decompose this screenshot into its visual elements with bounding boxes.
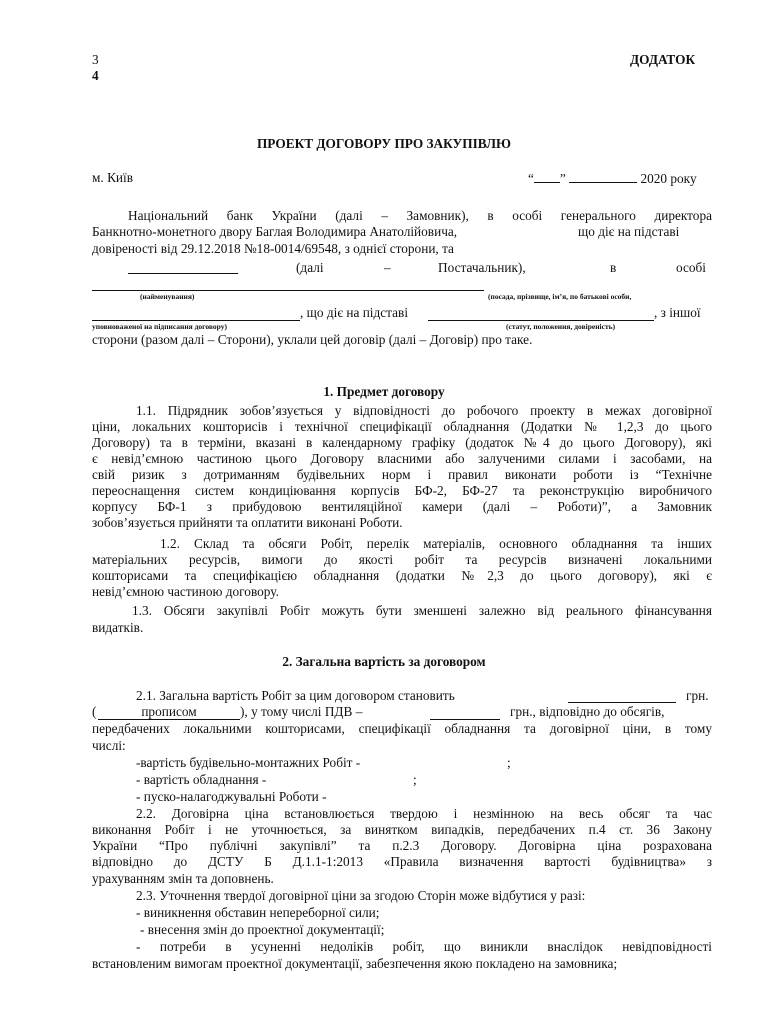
p12-line-1: 1.2. Склад та обсяги Робіт, перелік матеріалів, основного обладнання та інших	[160, 536, 712, 551]
note-name: (найменування)	[140, 292, 195, 301]
p23-last-line-2: встановленим вимогам проектної документації, забезпечення якою покладено на замовника;	[92, 956, 618, 971]
p11-line-1: 1.1. Підрядник зобов’язується у відповідності до робочого проекту в межах договірної	[136, 403, 712, 418]
p12-line-2: матеріальних ресурсів, вимоги до якості робіт та ресурсів визначені локальними	[92, 552, 712, 567]
p11-line-4: є невід’ємною частиною цього Договору власними або залученими силами і засобами, на	[92, 451, 712, 466]
parties-line-2: Банкнотно-монетного двору Баглая Володимира Анатолійовича,	[92, 224, 458, 239]
supplier-name-blank[interactable]	[128, 273, 238, 274]
total-amount-blank[interactable]	[568, 702, 676, 703]
p23-last-line-1: - потреби в усуненні недоліків робіт, що виникли внаслідок невідповідності	[136, 939, 712, 954]
parties-line-4-v: в	[610, 260, 617, 275]
date-open-quote: “	[528, 171, 534, 186]
parties-line-7: сторони (разом далі – Сторони), уклали цей договір (далі – Договір) про таке.	[92, 332, 533, 347]
page-number-bottom: 4	[92, 68, 99, 83]
page-title: ПРОЕКТ ДОГОВОРУ ПРО ЗАКУПІВЛЮ	[256, 136, 512, 151]
p12-line-4: невід’ємною частиною договору.	[92, 584, 279, 599]
p21-text-b: ), у тому числі ПДВ –	[240, 704, 363, 719]
p22-line-2: виконання Робіт і не уточнюється, за винятком випадків, передбачених п.4 ст. 36 Закону	[92, 822, 712, 837]
vat-amount-blank[interactable]	[430, 719, 500, 720]
p13-line-1: 1.3. Обсяги закупівлі Робіт можуть бути зменшені залежно від реального фінансування	[132, 603, 712, 618]
parties-line-1: Національний банк України (далі – Замовник), в особі генерального директора	[128, 208, 712, 223]
p22-line-3: України “Про публічні закупівлі” та п.2.3 Договору. Договірна ціна розрахована	[92, 838, 712, 853]
note-position: (посада, прізвище, ім’я, по батькові особи,	[488, 292, 632, 301]
p11-line-5: свій ризик з дотриманням будівельних норм і правил виконати роботи із “Технічне	[92, 467, 712, 482]
p21-line-2: передбачених локальними кошторисами, специфікації обладнання та договірної ціни, в тому	[92, 721, 712, 736]
p11-line-2: ціни, локальних кошторисів і технічної специфікації обладнання (Додатки № 1,2,3 до цього	[92, 419, 712, 434]
date-year: 2020 року	[640, 171, 697, 186]
p11-line-3: Договору) та в терміни, вказані в календарному графіку (додаток №4 до цього Договору), які	[92, 435, 712, 450]
cost-construction-end: ;	[507, 755, 511, 770]
parties-line-4-mid: (далі	[296, 260, 324, 275]
parties-line-2-end: що діє на підставі	[578, 224, 680, 239]
parties-line-4-dash: –	[384, 260, 391, 275]
p23-item-force-majeure: - виникнення обставин непереборної сили;	[136, 905, 380, 920]
p21-open-paren: (	[92, 704, 97, 719]
parties-line-4-supplier: Постачальник),	[438, 260, 526, 275]
cost-construction: -вартість будівельно-монтажних Робіт -	[136, 755, 361, 770]
parties-line-3: довіреності від 29.12.2018 №18-0014/69548, з однієї сторони, та	[92, 241, 454, 256]
parties-line-4-osobi: особі	[676, 260, 706, 275]
p12-line-3: кошторисами та специфікацією обладнання (додатки №2,3 до цього договору), які є	[92, 568, 712, 583]
p21-text-c: грн., відповідно до обсягів,	[510, 704, 665, 719]
p21-grn: грн.	[686, 688, 709, 703]
note-statute: (статут, положення, довіреність)	[506, 322, 616, 331]
p23-item-design-changes: - внесення змін до проектної документації;	[140, 922, 385, 937]
p11-line-8: зобов’язується прийняти та оплатити виконані Роботи.	[92, 515, 403, 530]
parties-line-6-mid: , що діє на підставі	[300, 305, 409, 320]
p13-line-2: видатків.	[92, 620, 144, 635]
cost-commissioning: - пуско-налагоджувальні Роботи -	[136, 789, 327, 804]
p21-line-3: числі:	[92, 738, 126, 753]
section-1-title: 1. Предмет договору	[323, 384, 445, 399]
note-authorized: уповноваженої на підписання договору)	[92, 322, 227, 331]
signatory-name-blank[interactable]	[92, 320, 300, 321]
p22-line-5: урахуванням змін та доповнень.	[92, 871, 274, 886]
basis-document-blank[interactable]	[428, 320, 654, 321]
city: м. Київ	[92, 170, 134, 185]
p22-line-1: 2.2. Договірна ціна встановлюється твердою і незмінною на весь обсяг та час	[136, 806, 712, 821]
date-close-quote: ”	[559, 171, 566, 186]
p21-text-a: 2.1. Загальна вартість Робіт за цим договором становить	[136, 688, 455, 703]
cost-equipment: - вартість обладнання -	[136, 772, 267, 787]
parties-line-6-end: , з іншої	[654, 305, 701, 320]
page-number-top: 3	[92, 52, 99, 67]
annex-label: ДОДАТОК	[630, 52, 696, 67]
cost-equipment-end: ;	[413, 772, 417, 787]
p11-line-7: корпусу БФ-1 з прибудовою вентиляційної камери (далі – Роботи)”, а Замовник	[92, 499, 712, 514]
date-line	[528, 170, 697, 187]
signatory-blank[interactable]	[92, 290, 484, 291]
section-2-title: 2. Загальна вартість за договором	[282, 654, 486, 669]
p22-line-4: відповідно до ДСТУ Б Д.1.1-1:2013 «Правила визначення вартості будівництва» з	[92, 854, 712, 869]
p11-line-6: переоснащення систем кондиціювання корпусів БФ-2, БФ-27 та реконструкцію виробничого	[92, 483, 712, 498]
p23-intro: 2.3. Уточнення твердої договірної ціни за згодою Сторін може відбутися у разі:	[136, 888, 586, 903]
p21-propysom: прописом	[98, 704, 240, 720]
